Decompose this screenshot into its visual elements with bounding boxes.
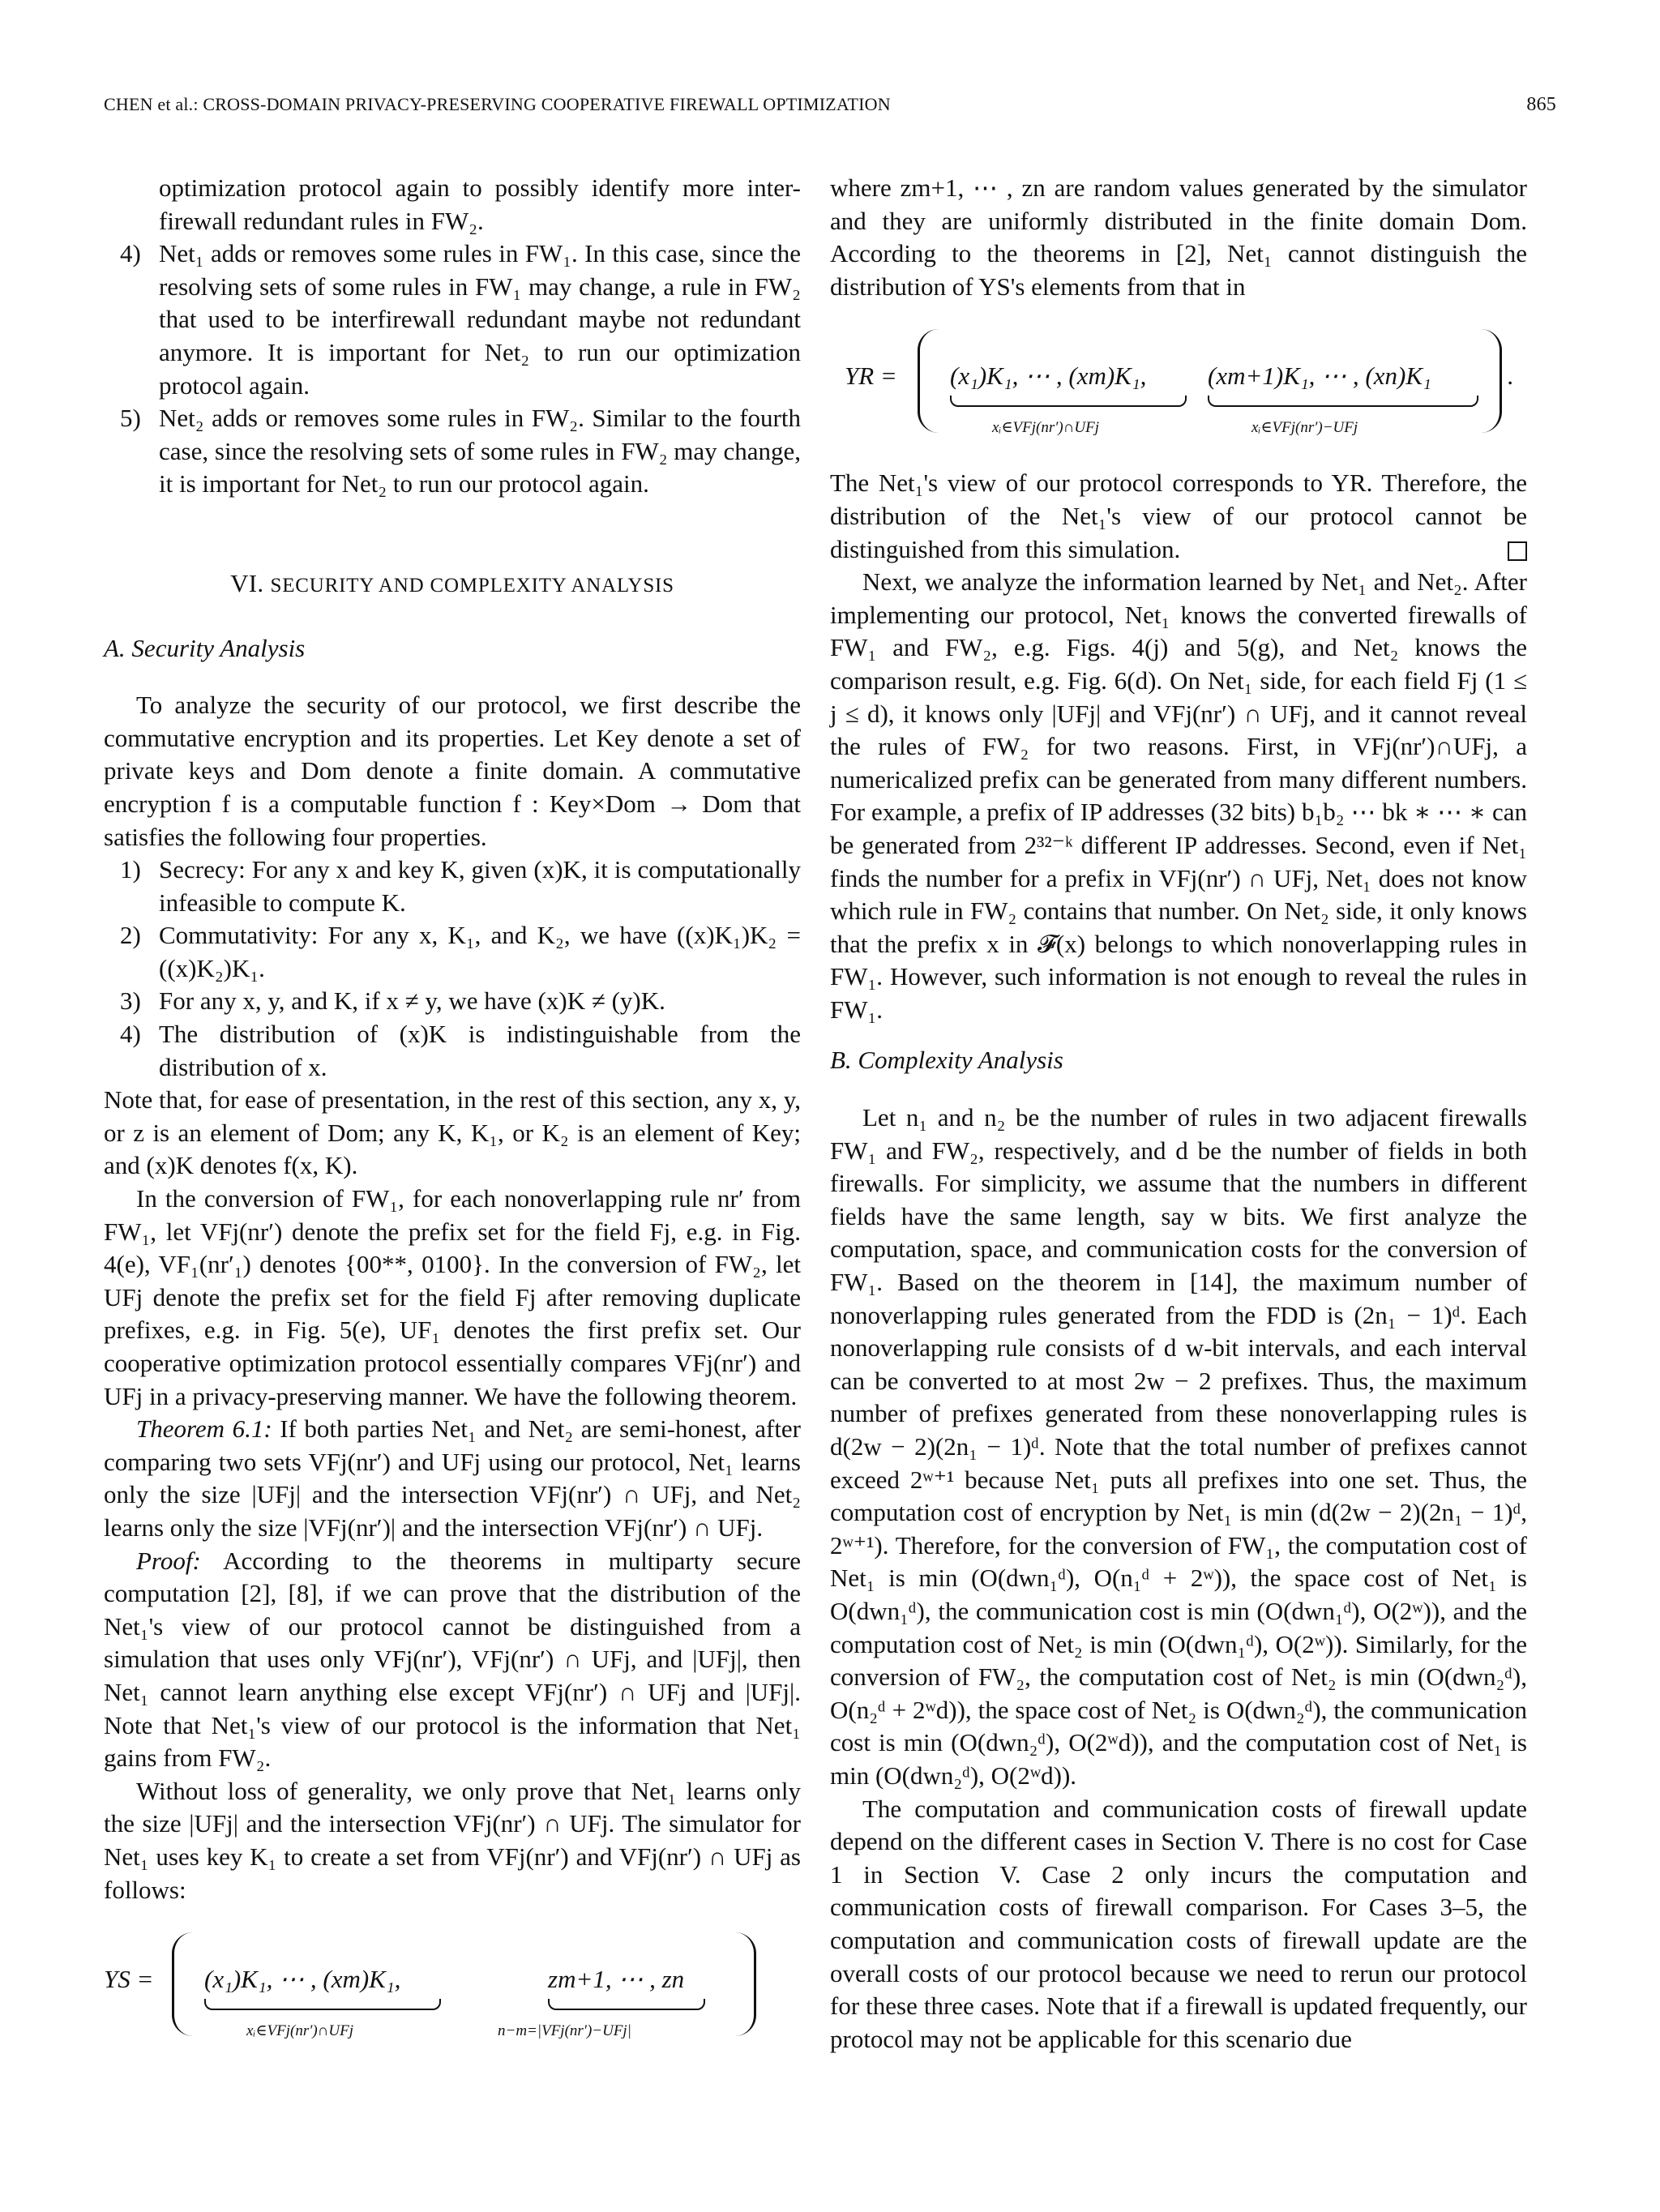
- paragraph: To analyze the security of our protocol, we first describe the commutative encryption and its properties. Let Key denote a set of private keys and Dom denote a finite domain. A commutative encryption f is a computable function f : Key×Dom → Dom that satisfies the following four properties.: [104, 691, 801, 851]
- list-item: 4) The distribution of (x)K is indistinguishable from the distribution of x.: [120, 1020, 801, 1081]
- qed-square-icon: [1508, 541, 1527, 561]
- paragraph: The Net₁'s view of our protocol corresponds to YR. Therefore, the distribution of the Net₁'s view of our protocol cannot be distinguished from this simulation.: [830, 468, 1527, 563]
- page-number: 865: [1526, 94, 1556, 115]
- equation-group: (x₁)K₁, ⋯ , (xm)K₁,: [950, 362, 1147, 391]
- theorem: Theorem 6.1: If both parties Net₁ and Net₂ are semi-honest, after comparing two sets VFj(nr′) and UFj using our protocol, Net₁ learns only the size |UFj| and the intersection VFj(nr′) ∩ UFj, and Net₂ learns only the size |VFj(nr′)| and the intersection VFj(nr′) ∩ UFj.: [104, 1414, 802, 1542]
- equation-group: (x₁)K₁, ⋯ , (xm)K₁,: [204, 1965, 401, 1994]
- paragraph: Without loss of generality, we only prove that Net₁ learns only the size |UFj| and the intersection VFj(nr′) ∩ UFj. The simulator for Net₁ uses key K₁ to create a set from VFj(nr′) and VFj(nr′) ∩ UFj as follows:: [104, 1776, 801, 1904]
- paragraph: Note that, for ease of presentation, in the rest of this section, any x, y, or z is an element of Dom; any K, K₁, or K₂ is an element of Key; and (x)K denotes f(x, K).: [104, 1085, 801, 1180]
- equation-lhs: YR =: [845, 362, 897, 391]
- list-item: 1) Secrecy: For any x and key K, given (x)K, it is computationally infeasible to compute K.: [120, 855, 801, 917]
- subsection-heading-security: A. Security Analysis: [104, 633, 306, 662]
- list-item: 5) Net₂ adds or removes some rules in FW₂. Similar to the fourth case, since the resolving sets of some rules in FW₂ may change, it is important for Net₂ to run our protocol again.: [120, 404, 801, 498]
- equation-group: zm+1, ⋯ , zn: [548, 1965, 685, 1994]
- list-item: 4) Net₁ adds or removes some rules in FW₁. In this case, since the resolving sets of some rules in FW₁ may change, a rule in FW₂ that used to be interfirewall redundant maybe not redundant anymore. It is important for Net₂ to run our optimization protocol again.: [120, 239, 801, 400]
- equation-subscript: xᵢ∈VFj(nr′)∩UFj: [992, 419, 1100, 437]
- paragraph-continued: optimization protocol again to possibly identify more inter-firewall redundant rules in FW₂.: [159, 173, 801, 235]
- list-item: 3) For any x, y, and K, if x ≠ y, we have (x)K ≠ (y)K.: [120, 986, 665, 1016]
- left-column: [104, 172, 801, 2070]
- right-column: [830, 172, 1527, 2056]
- list-item: 2) Commutativity: For any x, K₁, and K₂, we have ((x)K₁)K₂ = ((x)K₂)K₁.: [120, 921, 801, 982]
- paragraph: where zm+1, ⋯ , zn are random values generated by the simulator and they are uniformly distributed in the finite domain Dom. According to the theorems in [2], Net₁ cannot distinguish the distribution of YS's elements from that in: [830, 173, 1527, 301]
- equation-yr: YR = (x₁)K₁, ⋯ , (xm)K₁, xᵢ∈VFj(nr′)∩UFj (xm+1)K₁, ⋯ , (xn)K₁ xᵢ∈VFj(nr′)−UFj .: [830, 321, 1527, 443]
- equation-group: (xm+1)K₁, ⋯ , (xn)K₁: [1208, 362, 1431, 391]
- section-heading: VI. SECURITY AND COMPLEXITY ANALYSIS: [230, 568, 674, 597]
- subsection-heading-complexity: B. Complexity Analysis: [830, 1046, 1063, 1075]
- running-title: CHEN et al.: CROSS-DOMAIN PRIVACY-PRESERVING COOPERATIVE FIREWALL OPTIMIZATION: [104, 94, 891, 114]
- paragraph: Let n₁ and n₂ be the number of rules in two adjacent firewalls FW₁ and FW₂, respectively, and d be the number of fields in both firewalls. For simplicity, we assume that the numbers in different fields have the same length, say w bits. We first analyze the computation, space, and communication costs for the conversion of FW₁. Based on the theorem in [14], the maximum number of nonoverlapping rules generated from the FDD is (2n₁ − 1)ᵈ. Each nonoverlapping rule consists of d w-bit intervals, and each interval can be converted to at most 2w − 2 prefixes. Thus, the maximum number of prefixes generated from these nonoverlapping rules is d(2w − 2)(2n₁ − 1)ᵈ. Note that the total number of prefixes cannot exceed 2ʷ⁺¹ because Net₁ puts all prefixes into one set. Thus, the computation cost of encryption by Net₁ is min (d(2w − 2)(2n₁ − 1)ᵈ, 2ʷ⁺¹). Therefore, for the conversion of FW₁, the computation cost of Net₁ is min (O(dwn₁ᵈ), O(n₁ᵈ + 2ʷ)), the space cost of Net₁ is O(dwn₁ᵈ), the communication cost is min (O(dwn₁ᵈ), O(2ʷ)), and the computation cost of Net₂ is min (O(dwn₁ᵈ), O(2ʷ)). Similarly, for the conversion of FW₂, the computation cost of Net₂ is min (O(dwn₂ᵈ), O(n₂ᵈ + 2ʷd)), the space cost of Net₂ is O(dwn₂ᵈ), the communication cost is min (O(dwn₂ᵈ), O(2ʷd)), and the computation cost of Net₁ is min (O(dwn₂ᵈ), O(2ʷd)).: [830, 1103, 1527, 1790]
- equation-ys: [104, 1924, 801, 2046]
- equation-subscript: xᵢ∈VFj(nr′)∩UFj: [246, 2022, 354, 2040]
- proof: Proof: According to the theorems in multiparty secure computation [2], [8], if we can prove that the distribution of the Net₁'s view of our protocol cannot be distinguished from a simulation that uses only VFj(nr′), VFj(nr′) ∩ UFj, and |UFj|, then Net₁ cannot learn anything else except VFj(nr′) ∩ UFj and |UFj|. Note that Net₁'s view of our protocol is the information that Net₁ gains from FW₂.: [104, 1546, 801, 1773]
- paragraph: The computation and communication costs of firewall update depend on the different cases in Section V. There is no cost for Case 1 in Section V. Case 2 only incurs the computation and communication costs of firewall comparison. For Cases 3–5, the computation and communication costs of firewall update are the overall costs of our protocol because we need to rerun our protocol for these three cases. Note that if a firewall is updated frequently, our protocol may not be applicable for this scenario due: [830, 1794, 1527, 2053]
- equation-subscript: n−m=|VFj(nr′)−UFj|: [498, 2022, 631, 2040]
- equation-lhs: YS =: [104, 1965, 154, 1994]
- paragraph: In the conversion of FW₁, for each nonoverlapping rule nr′ from FW₁, let VFj(nr′) denote the prefix set for the field Fj, e.g. in Fig. 4(e), VF₁(nr′₁) denotes {00**, 0100}. In the conversion of FW₂, let UFj denote the prefix set for the field Fj after removing duplicate prefixes, e.g. in Fig. 5(e), UF₁ denotes the first prefix set. Our cooperative optimization protocol essentially compares VFj(nr′) and UFj in a privacy-preserving manner. We have the following theorem.: [104, 1184, 801, 1410]
- paragraph: Next, we analyze the information learned by Net₁ and Net₂. After implementing our protocol, Net₁ knows the converted firewalls of FW₁ and FW₂, e.g. Figs. 4(j) and 5(g), and Net₂ knows the comparison result, e.g. Fig. 6(d). On Net₁ side, for each field Fj (1 ≤ j ≤ d), it knows only |UFj| and VFj(nr′) ∩ UFj, and it cannot reveal the rules of FW₂ for two reasons. First, in VFj(nr′)∩UFj, a numericalized prefix can be generated from many different numbers. For example, a prefix of IP addresses (32 bits) b₁b₂ ⋯ bk ∗ ⋯ ∗ can be generated from 2³²⁻ᵏ different IP addresses. Second, even if Net₁ finds the number for a prefix in VFj(nr′) ∩ UFj, Net₁ does not know which rule in FW₂ contains that number. On Net₂ side, it only knows that the prefix x in 𝓕(x) belongs to which nonoverlapping rules in FW₁. However, such information is not enough to reveal the rules in FW₁.: [830, 567, 1527, 1024]
- equation-subscript: xᵢ∈VFj(nr′)−UFj: [1251, 419, 1358, 437]
